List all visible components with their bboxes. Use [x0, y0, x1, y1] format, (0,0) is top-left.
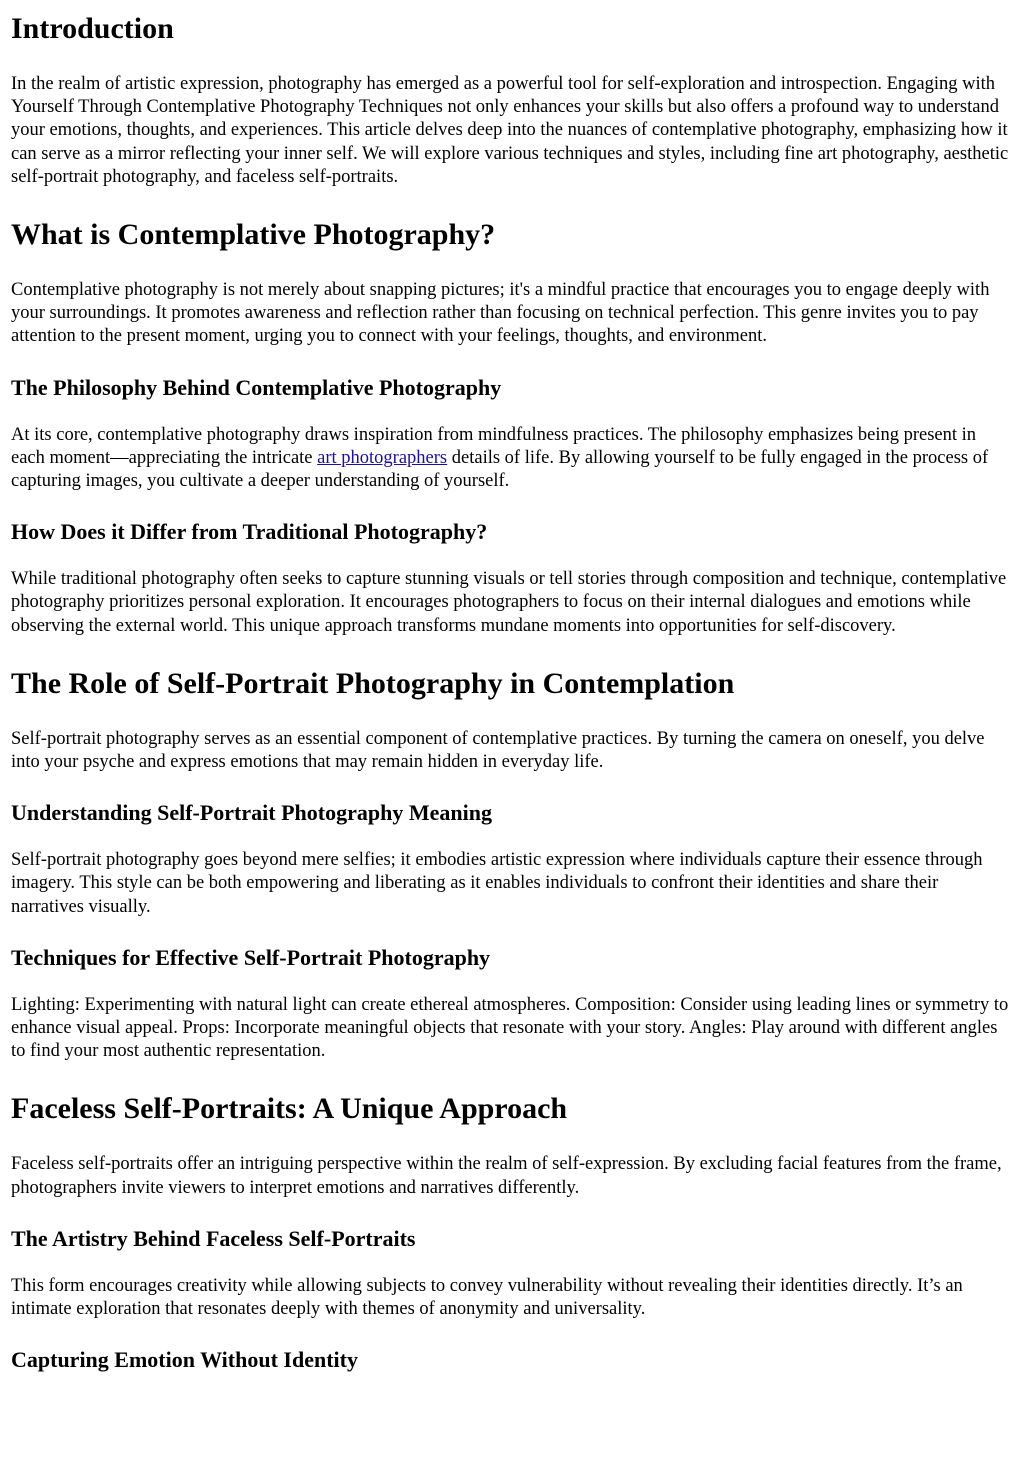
heading-techniques: Techniques for Effective Self-Portrait Photography — [11, 944, 491, 970]
heading-philosophy: The Philosophy Behind Contemplative Photography — [11, 374, 502, 400]
paragraph-faceless: Faceless self-portraits offer an intriguing perspective within the realm of self-expression. By excluding facial features from the frame, photographers invite viewers to interpret emotions and narratives differently. — [11, 1154, 1002, 1198]
heading-self-portrait-meaning: Understanding Self-Portrait Photography Meaning — [11, 800, 492, 826]
paragraph-techniques: Lighting: Experimenting with natural light can create ethereal atmospheres. Composition: Consider using leading lines or symmetry to enhance visual appeal. Props: Incorporate meaningful objects that resonate with your story. Angles: Play around with different angles to find your most authentic representation. — [11, 994, 1009, 1062]
heading-capturing-emotion: Capturing Emotion Without Identity — [11, 1347, 358, 1373]
paragraph-philosophy-text-after: details of life. By allowing yourself to be fully engaged in the process of capturing images, you cultivate a deeper understanding of yourself. — [11, 447, 989, 492]
paragraph-introduction: In the realm of artistic expression, photography has emerged as a powerful tool for self-exploration and introspection. Engaging with Yourself Through Contemplative Photography Techniques not only enhances your skills but also offers a profound way to understand your emotions, thoughts, and experiences. This article delves deep into the nuances of contemplative photography, emphasizing how it can serve as a mirror reflecting your inner self. We will explore various techniques and styles, including fine art photography, aesthetic self-portrait photography, and faceless self-portraits. — [11, 74, 1009, 187]
heading-faceless: Faceless Self-Portraits: A Unique Approach — [11, 1092, 568, 1126]
heading-introduction: Introduction — [11, 12, 174, 45]
article — [0, 11, 1024, 1373]
heading-differ: How Does it Differ from Traditional Photography? — [11, 519, 488, 545]
paragraph-philosophy — [11, 424, 1013, 494]
heading-artistry: The Artistry Behind Faceless Self-Portraits — [11, 1225, 416, 1251]
heading-role-self-portrait: The Role of Self-Portrait Photography in Contemplation — [11, 666, 735, 700]
paragraph-artistry: This form encourages creativity while allowing subjects to convey vulnerability without revealing their identities directly. It’s an intimate exploration that resonates deeply with themes of anonymity and universality. — [11, 1275, 963, 1320]
paragraph-self-portrait-meaning: Self-portrait photography goes beyond mere selfies; it embodies artistic expression where individuals capture their essence through imagery. This style can be both empowering and liberating as it enables individuals to confront their identities and share their narratives visually. — [11, 850, 983, 917]
paragraph-role-self-portrait: Self-portrait photography serves as an essential component of contemplative practices. By turning the camera on oneself, you delve into your psyche and express emotions that may remain hidden in everyday life. — [11, 728, 985, 773]
paragraph-differ: While traditional photography often seeks to capture stunning visuals or tell stories through composition and technique, contemplative photography prioritizes personal exploration. It encourages photographers to focus on their internal dialogues and emotions while observing the external world. This unique approach transforms mundane moments into opportunities for self-discovery. — [11, 569, 1007, 636]
heading-what-is-contemplative: What is Contemplative Photography? — [11, 218, 496, 252]
paragraph-what-is-contemplative: Contemplative photography is not merely about snapping pictures; it's a mindful practice that encourages you to engage deeply with your surroundings. It promotes awareness and reflection rather than focusing on technical perfection. This genre invites you to pay attention to the present moment, urging you to connect with your feelings, thoughts, and environment. — [11, 280, 990, 347]
art-photographers-link[interactable]: art photographers — [317, 447, 448, 468]
paragraph-philosophy-text-before: At its core, contemplative photography draws inspiration from mindfulness practices. The philosophy emphasizes being present in each moment—appreciating the intricate — [11, 424, 977, 468]
